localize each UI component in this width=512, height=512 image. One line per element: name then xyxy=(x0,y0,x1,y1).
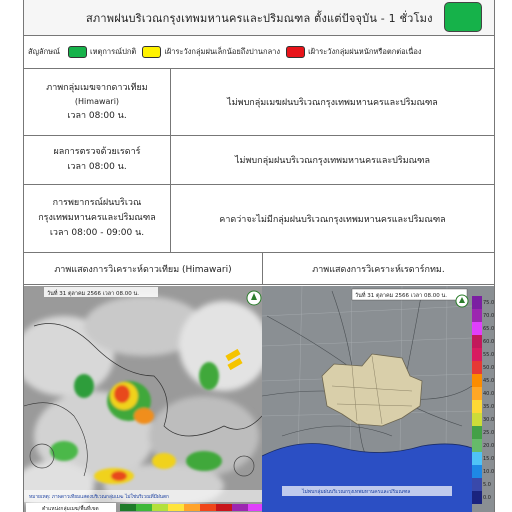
report-header xyxy=(24,0,494,36)
weather-report-sheet xyxy=(23,0,495,512)
legend-label-light: เฝ้าระวังกลุ่มฝนเล็กน้อยถึงปานกลาง xyxy=(164,47,281,56)
radar-caption: ภาพแสดงการวิเคราะห์เรดาร์กทม. xyxy=(312,264,445,275)
satellite-row xyxy=(24,69,494,136)
satellite-image xyxy=(24,286,262,512)
satellite-row-label-line2: (Himawari) xyxy=(74,97,120,107)
legend-label-normal: เหตุการณ์ปกติ xyxy=(90,47,137,56)
scale-label: 15.0 xyxy=(483,456,494,462)
scale-label: 40.0 xyxy=(483,391,494,397)
legend-label-heavy: เฝ้าระวังกลุ่มฝนหนักหรือตกต่อเนื่อง xyxy=(308,47,422,56)
scale-label: 35.0 xyxy=(483,404,494,410)
gulf-water xyxy=(262,444,472,512)
radar-stamp: วันที่ 31 ตุลาคม 2566 เวลา 08.00 น. xyxy=(355,293,447,299)
scale-label: 65.0 xyxy=(483,326,494,332)
radar-row-time: เวลา 08:00 น. xyxy=(67,162,127,172)
scale-label: 45.0 xyxy=(483,378,494,384)
forecast-row-time: เวลา 08:00 - 09:00 น. xyxy=(49,227,145,238)
scale-label: 0.0 xyxy=(483,495,491,501)
forecast-row-label-line1: การพยากรณ์ฝนบริเวณ xyxy=(52,198,142,209)
radar-row-label-line1: ผลการตรวจด้วยเรดาร์ xyxy=(53,147,141,158)
forecast-row-label-line2: กรุงเทพมหานครและปริมณฑล xyxy=(38,213,156,224)
forecast-row-label xyxy=(24,185,171,252)
radar-row-label xyxy=(24,136,171,184)
scale-label: 5.0 xyxy=(483,482,491,488)
legend-bar xyxy=(24,36,494,69)
report-title: สภาพฝนบริเวณกรุงเทพมหานครและปริมณฑล ตั้งแต่ปัจจุบัน - 1 ชั่วโมง xyxy=(86,11,433,25)
scale-label: 20.0 xyxy=(483,443,494,449)
legend-item-normal xyxy=(62,46,136,58)
satellite-color-scale xyxy=(120,504,262,511)
scale-label: 10.0 xyxy=(483,469,494,475)
legend-swatch-green xyxy=(68,46,87,58)
status-indicator xyxy=(444,2,482,32)
satellite-row-time: เวลา 08:00 น. xyxy=(67,110,127,121)
legend-swatch-yellow xyxy=(142,46,161,58)
forecast-row xyxy=(24,185,494,253)
legend-item-heavy xyxy=(280,46,421,58)
radar-color-scale xyxy=(472,296,482,504)
legend-title: สัญลักษณ์ xyxy=(28,47,61,56)
image-panel xyxy=(24,285,494,512)
legend-item-light xyxy=(136,46,280,58)
radar-image xyxy=(262,286,494,512)
image-captions xyxy=(24,253,494,285)
radar-row xyxy=(24,136,494,185)
radar-footer-note: ไม่พบกลุ่มฝนบริเวณกรุงเทพมหานครและปริมณฑล xyxy=(302,489,411,495)
forecast-row-value: คาดว่าจะไม่มีกลุ่มฝนบริเวณกรุงเทพมหานครและปริมณฑล xyxy=(219,214,446,225)
scale-label: 70.0 xyxy=(483,313,494,319)
legend-swatch-red xyxy=(286,46,305,58)
scale-label: 55.0 xyxy=(483,352,494,358)
scale-label: 75.0 xyxy=(483,300,494,306)
satellite-row-label-line1: ภาพกลุ่มเมฆจากดาวเทียม xyxy=(46,82,148,93)
satellite-caption: ภาพแสดงการวิเคราะห์ดาวเทียม (Himawari) xyxy=(24,253,263,284)
scale-label: 60.0 xyxy=(483,339,494,345)
satellite-stamp: วันที่ 31 ตุลาคม 2566 เวลา 08.00 น. xyxy=(47,291,139,297)
satellite-footer-note: หมายเหตุ: ภาพดาวเทียมแสดงบริเวณกลุ่มเมฆ ไม่ใช่บริเวณที่มีฝนตก xyxy=(29,495,169,500)
scale-label: 30.0 xyxy=(483,417,494,423)
satellite-row-label xyxy=(24,69,171,135)
scale-label: 25.0 xyxy=(483,430,494,436)
satellite-legend-note: ตำแหน่งกลุ่มเมฆ/พื้นที่เขต xyxy=(42,506,99,512)
satellite-row-value: ไม่พบกลุ่มเมฆฝนบริเวณกรุงเทพมหานครและปริมณฑล xyxy=(227,98,438,108)
radar-row-value: ไม่พบกลุ่มฝนบริเวณกรุงเทพมหานครและปริมณฑล xyxy=(235,156,430,166)
scale-label: 50.0 xyxy=(483,365,494,371)
